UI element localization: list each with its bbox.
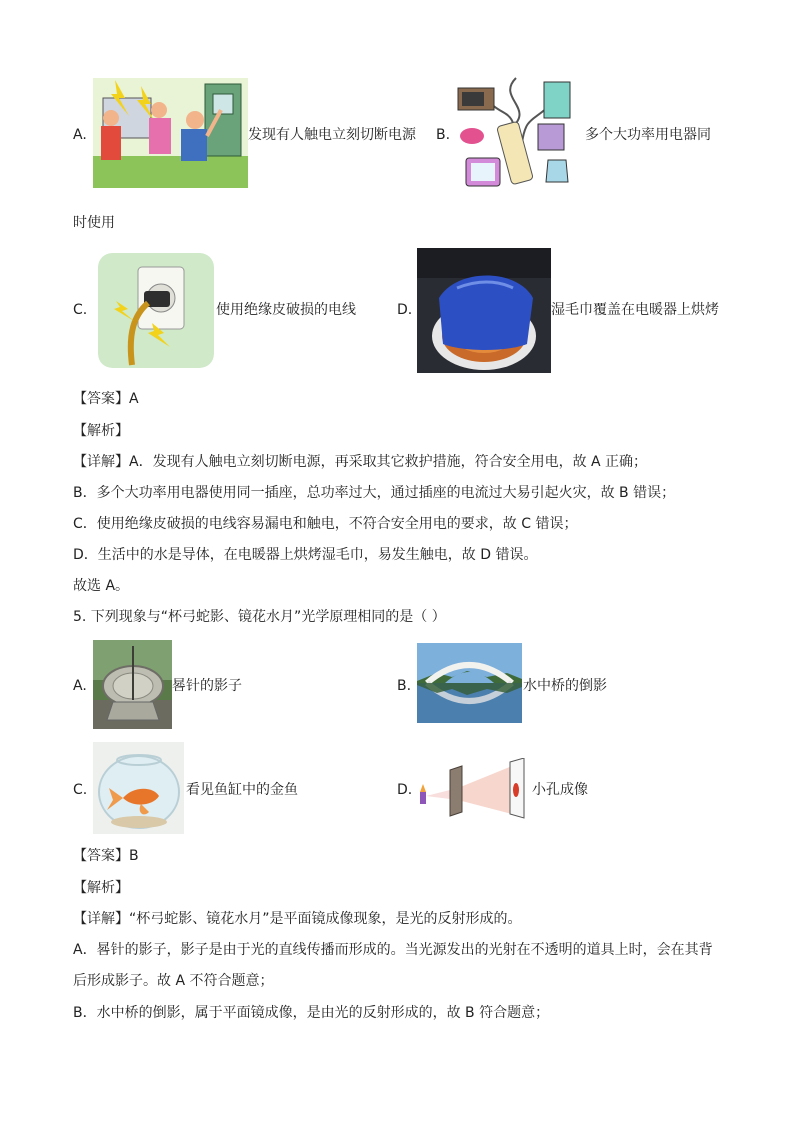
option-b-text-cont: 时使用	[73, 215, 115, 231]
option-c-letter: C.	[73, 302, 88, 318]
option-d-letter: D.	[397, 302, 413, 318]
q5-option-b-text: 水中桥的倒影	[523, 678, 607, 694]
option-a-letter: A.	[73, 127, 87, 143]
q5-question: 5. 下列现象与“杯弓蛇影、镜花水月”光学原理相同的是（ ）	[73, 609, 446, 625]
option-b-letter: B.	[436, 127, 451, 143]
damaged-wire-socket-image	[98, 253, 214, 368]
q5-option-c-text: 看见鱼缸中的金鱼	[186, 782, 298, 798]
q5-analysis-heading: 【解析】	[73, 880, 129, 896]
q5-option-d-letter: D.	[397, 782, 413, 798]
towel-on-heater-image	[417, 248, 551, 373]
goldfish-bowl-image	[93, 742, 184, 834]
q5-option-d-text: 小孔成像	[532, 782, 588, 798]
q4-detail-line: B．多个大功率用电器使用同一插座，总功率过大，通过插座的电流过大易引起火灾，故 B 错误；	[73, 485, 676, 501]
option-b-text: 多个大功率用电器同	[585, 127, 711, 143]
q5-option-a-letter: A.	[73, 678, 87, 694]
q4-detail-line: C．使用绝缘皮破损的电线容易漏电和触电，不符合安全用电的要求，故 C 错误；	[73, 516, 578, 532]
q5-detail-line: 后形成影子。故 A 不符合题意；	[73, 973, 274, 989]
q5-option-c-letter: C.	[73, 782, 88, 798]
q4-detail-line: 【详解】A．发现有人触电立刻切断电源，再采取其它救护措施，符合安全用电，故 A 正确；	[73, 454, 648, 470]
overloaded-power-strip-image	[456, 68, 581, 198]
q5-detail-line: A．晷针的影子，影子是由于光的直线传播而形成的。当光源发出的光射在不透明的道具上时，会在其背	[73, 942, 713, 958]
q4-conclusion: 故选 A。	[73, 578, 130, 594]
option-d-text: 湿毛巾覆盖在电暖器上烘烤	[551, 302, 719, 318]
option-a-text: 发现有人触电立刻切断电源	[248, 127, 416, 143]
q5-detail-line: B．水中桥的倒影，属于平面镜成像，是由光的反射形成的，故 B 符合题意；	[73, 1005, 550, 1021]
electric-shock-rescue-image	[93, 78, 248, 188]
q5-option-b-letter: B.	[397, 678, 412, 694]
q5-detail-line: 【详解】“杯弓蛇影、镜花水月”是平面镜成像现象，是光的反射形成的。	[73, 911, 522, 927]
q4-answer: 【答案】A	[73, 391, 139, 407]
q5-option-a-text: 晷针的影子	[172, 678, 242, 694]
q5-answer: 【答案】B	[73, 848, 139, 864]
pinhole-imaging-diagram	[416, 758, 528, 820]
bridge-reflection-image	[417, 643, 522, 723]
q4-detail-line: D．生活中的水是导体，在电暖器上烘烤湿毛巾，易发生触电，故 D 错误。	[73, 547, 538, 563]
option-c-text: 使用绝缘皮破损的电线	[216, 302, 356, 318]
sundial-image	[93, 640, 172, 729]
q4-analysis-heading: 【解析】	[73, 423, 129, 439]
